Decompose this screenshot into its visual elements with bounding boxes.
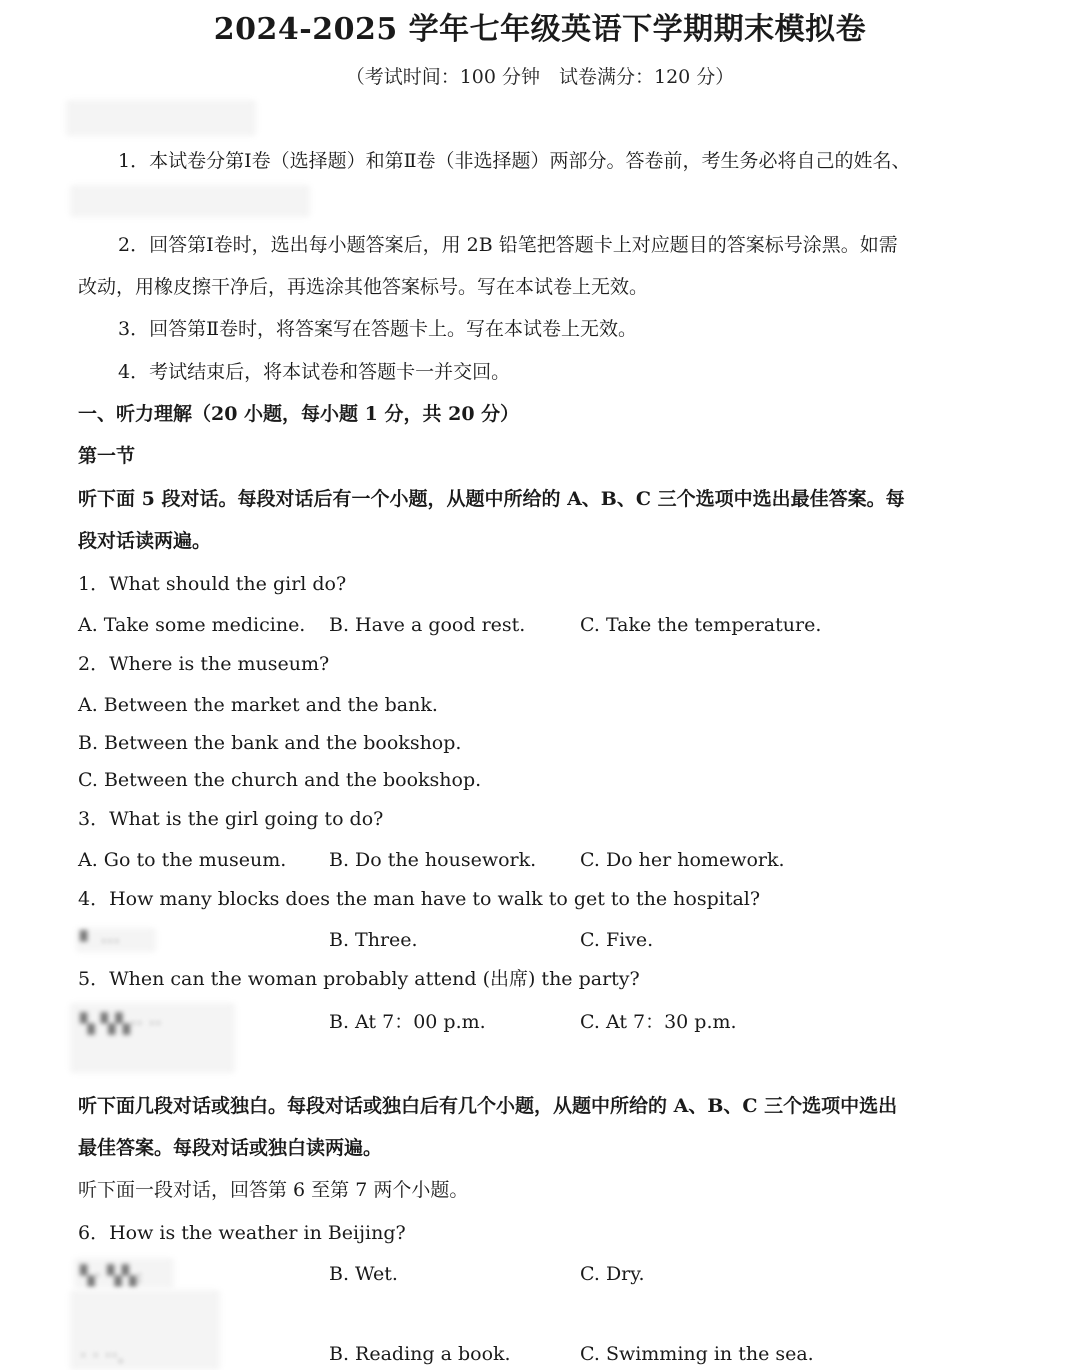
q2-option-a: A. Between the market and the bank.	[78, 694, 438, 716]
instruction-1a: 听下面 5 段对话。每段对话后有一个小题，从题中所给的 A、B、C 三个选项中选出最佳答案。每	[78, 488, 905, 510]
section-heading: 一、听力理解（20 小题，每小题 1 分，共 20 分）	[78, 403, 520, 425]
instruction-1b: 段对话读两遍。	[78, 530, 212, 552]
q1-option-b: B. Have a good rest.	[329, 614, 526, 636]
q4-option-c: C. Five.	[580, 929, 654, 951]
page-title: 2024-2025 学年七年级英语下学期期末模拟卷	[213, 12, 867, 47]
exam-info: （考试时间：100 分钟 试卷满分：120 分）	[345, 66, 735, 88]
note-2b: 改动，用橡皮擦干净后，再选涂其他答案标号。写在本试卷上无效。	[78, 276, 649, 298]
question-2: 2．Where is the museum?	[78, 653, 330, 675]
question-3: 3．What is the girl going to do?	[78, 808, 384, 830]
q4-option-b: B. Three.	[329, 929, 418, 951]
q1-option-c: C. Take the temperature.	[580, 614, 822, 636]
question-4: 4．How many blocks does the man have to walk to get to the hospital?	[78, 888, 761, 910]
note-1: 1．本试卷分第Ⅰ卷（选择题）和第Ⅱ卷（非选择题）两部分。答卷前，考生务必将自己的姓名、	[118, 150, 911, 172]
note-4: 4．考试结束后，将本试卷和答题卡一并交回。	[118, 361, 511, 383]
smudge-2	[70, 185, 310, 217]
q4-option-a-smudge: ▘ ˑˑˑ	[80, 931, 120, 953]
part-heading: 第一节	[78, 445, 136, 467]
instruction-2b: 最佳答案。每段对话或独白读两遍。	[78, 1137, 383, 1159]
q2-option-b: B. Between the bank and the bookshop.	[78, 732, 462, 754]
q6-option-b: B. Wet.	[329, 1263, 398, 1285]
instruction-3: 听下面一段对话，回答第 6 至第 7 两个小题。	[78, 1179, 469, 1201]
q7-option-c: C. Swimming in the sea.	[580, 1343, 814, 1365]
question-1: 1．What should the girl do?	[78, 573, 347, 595]
q3-option-a: A. Go to the museum.	[78, 849, 287, 871]
q3-option-c: C. Do her homework.	[580, 849, 785, 871]
question-6: 6．How is the weather in Beijing?	[78, 1222, 406, 1244]
q5-option-a-smudge: ▚ ▚▚ˑˑ ˑˑ	[80, 1013, 162, 1035]
q1-option-a: A. Take some medicine.	[78, 614, 306, 636]
q7-option-b: B. Reading a book.	[329, 1343, 511, 1365]
q7-option-a-smudge: ˑ ˑ ˑˑ.	[80, 1345, 124, 1367]
q2-option-c: C. Between the church and the bookshop.	[78, 769, 482, 791]
q5-option-b: B. At 7：00 p.m.	[329, 1011, 486, 1033]
smudge-1	[66, 100, 256, 136]
q6-option-a-smudge: ▚ˑ ▚▚ː	[80, 1265, 143, 1287]
q6-option-c: C. Dry.	[580, 1263, 645, 1285]
question-5: 5．When can the woman probably attend (出席) the party?	[78, 968, 640, 990]
q3-option-b: B. Do the housework.	[329, 849, 537, 871]
instruction-2a: 听下面几段对话或独白。每段对话或独白后有几个小题，从题中所给的 A、B、C 三个选项中选出	[78, 1095, 898, 1117]
note-2a: 2．回答第Ⅰ卷时，选出每小题答案后，用 2B 铅笔把答题卡上对应题目的答案标号涂黑。如需	[118, 234, 898, 256]
q5-option-c: C. At 7：30 p.m.	[580, 1011, 737, 1033]
note-3: 3．回答第Ⅱ卷时，将答案写在答题卡上。写在本试卷上无效。	[118, 318, 638, 340]
